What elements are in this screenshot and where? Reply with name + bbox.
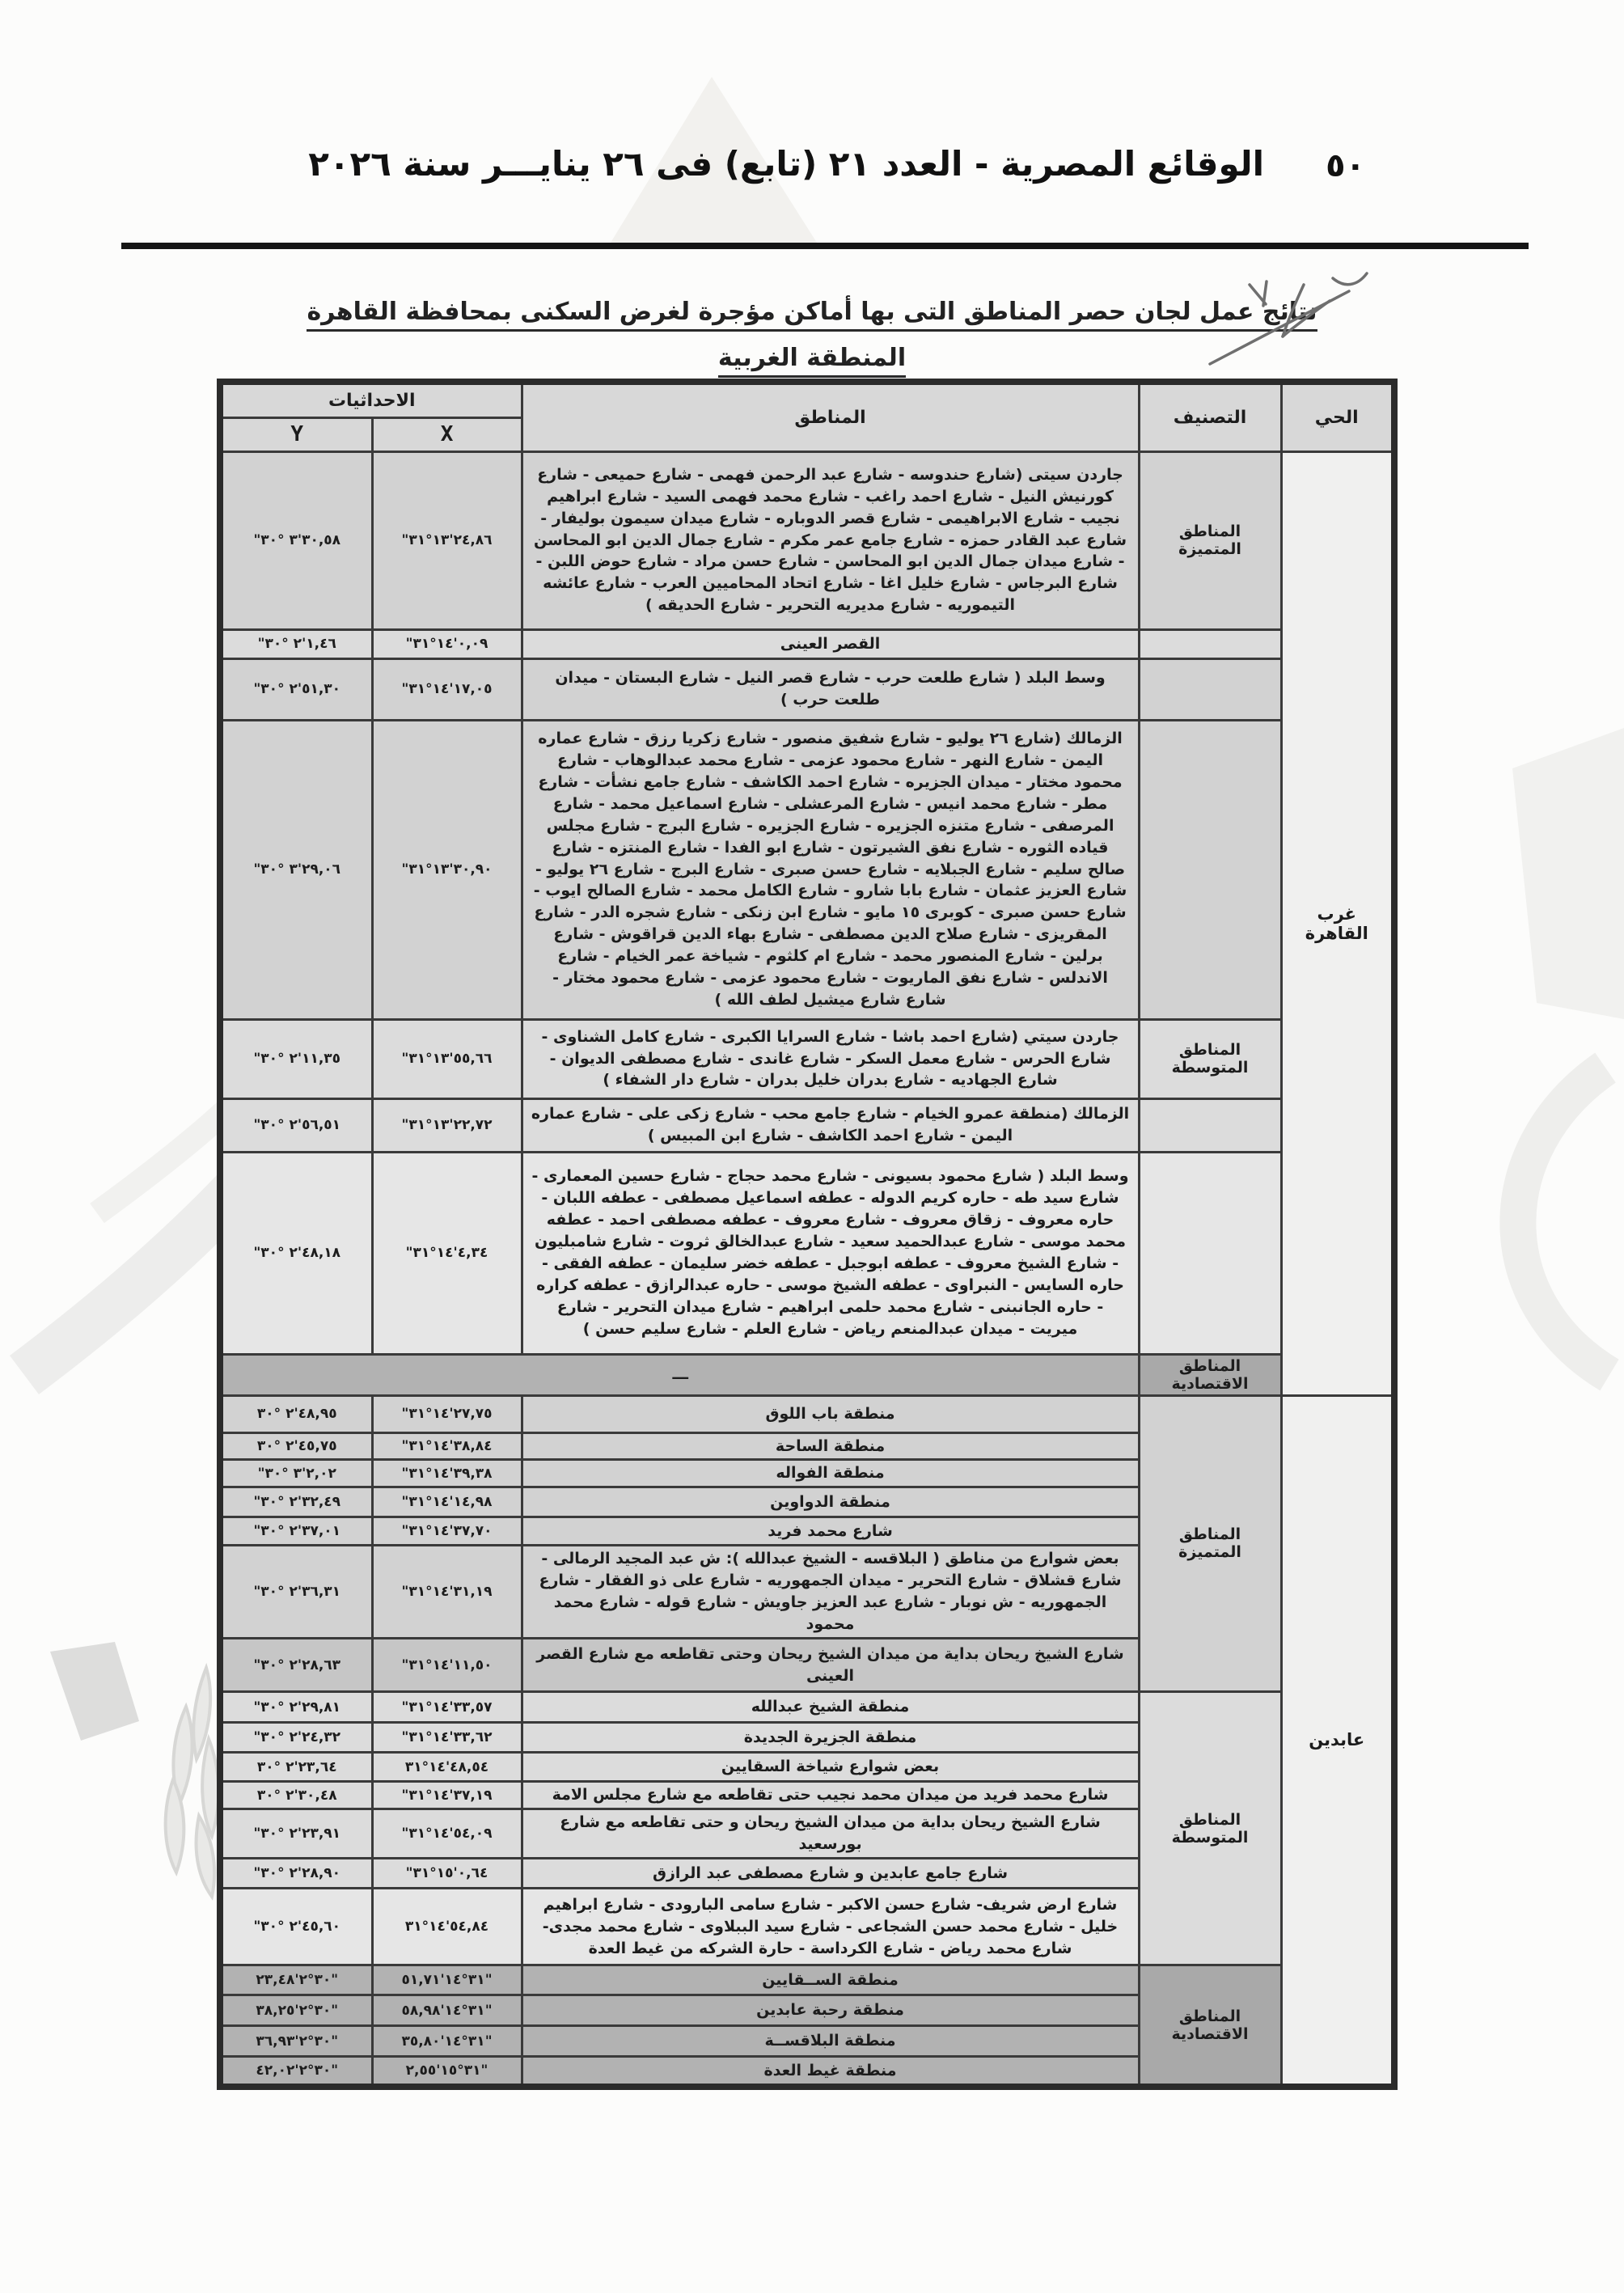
- x-coordinate-cell: "٥٥,٦٦'١٣°٣١: [372, 1019, 522, 1098]
- table-header: [220, 382, 1394, 451]
- y-coordinate-cell: ٣٠,٤٨'٢ °٣٠: [220, 1782, 372, 1809]
- y-coordinate-cell: ٣٠°٢'٢٣,٤٨": [220, 1965, 372, 1995]
- table-row: [220, 1019, 1394, 1098]
- x-coordinate-cell: ٣١°١٤'٣٥,٨٠": [372, 2026, 522, 2057]
- y-coordinate-cell: ٢٣,٦٤'٢ °٣٠: [220, 1753, 372, 1782]
- classification-cell: [1139, 1098, 1281, 1152]
- x-coordinate-cell: "٣٧,١٩'١٤°٣١: [372, 1782, 522, 1809]
- area-cell: بعض شوارع شياخة السقايين: [522, 1753, 1139, 1782]
- table-row: [220, 720, 1394, 1019]
- area-cell: جاردن سيتي (شارع احمد باشا - شارع السرايا الكبرى - شارع كامل الشناوى - شارع الحرس - شارع معمل السكر - شارع غاندى - شارع مصطفى الديوان - شارع الجهاديه - شارع بدران خليل بدران - شارع دار الشفاء ): [522, 1019, 1139, 1098]
- document-title: نتائج عمل لجان حصر المناطق التى بها أماكن مؤجرة لغرض السكنى بمحافظة القاهرة: [0, 298, 1624, 326]
- area-cell: شارع جامع عابدين و شارع مصطفى عبد الرازق: [522, 1859, 1139, 1889]
- area-cell: الزمالك (شارع ٢٦ يوليو - شارع شفيق منصور - شارع زكريا رزق - شارع عماره اليمن - شارع النهر - شارع محمود عزمى - شارع محمد عبدالوهاب - شارع محمود مختار - ميدان الجزيره - شارع احمد الكاشف - شارع جامع نشأت - شارع مطر - شارع محمد انيس - شارع المرعشلى - شارع اسماعيل محمد - شارع المرصفى - شارع متنزه الجزيره - شارع الجزيره - شارع البرج - شارع مجلس قياده الثوره - شارع نفق الشيرتون - شارع ابو الفدا - شارع المنتزه - شارع صالح سليم - شارع الجبلايه - شارع حسن صبرى - شارع البرج - شارع ٢٦ يوليو - شارع العزيز عثمان - شارع بابا شارو - شارع الكامل محمد - شارع الصالح ايوب - شارع حسن صبرى - كوبرى ١٥ مايو - شارع ابن زنكى - شارع شجره الدر - شارع المقريزى - شارع صلاح الدين مصطفى - شارع بهاء الدين قراقوش - شارع برلين - شارع المنصور محمد - شارع ام كلثوم - شياخة عمر الخيام - شارع الاندلس - شارع نفق الماريوت - شارع محمود عزمى - شارع محمود مختار - شارع شارع ميشيل لطف الله ): [522, 720, 1139, 1019]
- x-coordinate-cell: ٣١°١٤'٥٨,٩٨": [372, 1995, 522, 2026]
- x-coordinate-cell: "٣٣,٦٢'١٤°٣١: [372, 1723, 522, 1753]
- x-coordinate-cell: ٤٨,٥٤'١٤°٣١: [372, 1753, 522, 1782]
- table-row: [220, 1152, 1394, 1354]
- area-cell: شارع الشيخ ريحان بداية من ميدان الشيخ ريحان وحتى تقاطعه مع شارع القصر العينى: [522, 1639, 1139, 1692]
- classification-cell: [1139, 658, 1281, 720]
- x-coordinate-cell: "٤,٣٤'١٤°٣١: [372, 1152, 522, 1354]
- header-classification: التصنيف: [1139, 382, 1281, 451]
- y-coordinate-cell: "٢٤,٣٢'٢ °٣٠: [220, 1723, 372, 1753]
- classification-cell: المناطق المتوسطة: [1139, 1019, 1281, 1098]
- table-row: [220, 658, 1394, 720]
- x-coordinate-cell: "٣٨,٨٤'١٤°٣١: [372, 1432, 522, 1460]
- area-cell: شارع الشيخ ريحان بداية من ميدان الشيخ ريحان و حتى تقاطعه مع شارع بورسعيد: [522, 1809, 1139, 1859]
- y-coordinate-cell: "٥١,٣٠'٢ °٣٠: [220, 658, 372, 720]
- y-coordinate-cell: "٢٣,٩١'٢ °٣٠: [220, 1809, 372, 1859]
- table-row: [220, 1395, 1394, 1432]
- x-coordinate-cell: "٣٣,٥٧'١٤°٣١: [372, 1692, 522, 1723]
- x-coordinate-cell: "٣١,١٩'١٤°٣١: [372, 1546, 522, 1639]
- y-coordinate-cell: ٣٠°٢'٣٦,٩٣": [220, 2026, 372, 2057]
- x-coordinate-cell: "١١,٥٠'١٤°٣١: [372, 1639, 522, 1692]
- y-coordinate-cell: "٥٦,٥١'٢ °٣٠: [220, 1098, 372, 1152]
- table-row: [220, 1965, 1394, 1995]
- y-coordinate-cell: "٤٥,٦٠'٢ °٣٠: [220, 1889, 372, 1965]
- y-coordinate-cell: "٣٠,٥٨'٣ °٣٠: [220, 451, 372, 629]
- y-coordinate-cell: "٢٨,٩٠'٢ °٣٠: [220, 1859, 372, 1889]
- y-coordinate-cell: ٤٥,٧٥'٢ °٣٠: [220, 1432, 372, 1460]
- y-coordinate-cell: ٣٠°٢'٣٨,٢٥": [220, 1995, 372, 2026]
- x-coordinate-cell: "٢٧,٧٥'١٤°٣١: [372, 1395, 522, 1432]
- x-coordinate-cell: "٢٤,٨٦'١٣°٣١: [372, 451, 522, 629]
- classification-cell: المناطق المتميزة: [1139, 1395, 1281, 1692]
- y-coordinate-cell: "٢,٠٢'٣ °٣٠: [220, 1460, 372, 1487]
- area-cell: منطقة غيط العدة: [522, 2057, 1139, 2087]
- area-cell: منطقة الفواله: [522, 1460, 1139, 1487]
- table-row: [220, 1098, 1394, 1152]
- area-cell: منطقة الشيخ عبدالله: [522, 1692, 1139, 1723]
- area-cell: وسط البلد ( شارع طلعت حرب - شارع قصر النيل - شارع البستان - ميدان طلعت حرب ): [522, 658, 1139, 720]
- x-coordinate-cell: ٣١°١٤'٥١,٧١": [372, 1965, 522, 1995]
- x-coordinate-cell: "١٤,٩٨'١٤°٣١: [372, 1487, 522, 1517]
- district-cell: غرب القاهرة: [1281, 451, 1394, 1395]
- y-coordinate-cell: "٣٦,٣١'٢ °٣٠: [220, 1546, 372, 1639]
- classification-cell: المناطق الاقتصادية: [1139, 1354, 1281, 1395]
- x-coordinate-cell: "١٧,٠٥'١٤°٣١: [372, 658, 522, 720]
- area-cell: منطقة باب اللوق: [522, 1395, 1139, 1432]
- y-coordinate-cell: "٣٢,٤٩'٢ °٣٠: [220, 1487, 372, 1517]
- x-coordinate-cell: "٣٠,٩٠'١٣°٣١: [372, 720, 522, 1019]
- classification-cell: المناطق المتميزة: [1139, 451, 1281, 629]
- y-coordinate-cell: ٣٠°٢'٤٢,٠٢": [220, 2057, 372, 2087]
- classification-cell: [1139, 629, 1281, 658]
- y-coordinate-cell: "٢٩,٨١'٢ °٣٠: [220, 1692, 372, 1723]
- y-coordinate-cell: "٢٩,٠٦'٣ °٣٠: [220, 720, 372, 1019]
- area-cell: بعض شوارع من مناطق ( البلاقسه - الشيخ عبدالله ): ش عبد المجيد الرمالى - شارع قشلاق - شارع التحرير - ميدان الجمهوريه - شارع على ذو الفقار - شارع الجمهوريه - ش نوبار - شارع عبد العزيز جاويش - شارع قوله - شارع محمد محمود: [522, 1546, 1139, 1639]
- table-row: [220, 1692, 1394, 1723]
- y-coordinate-cell: "٣٧,٠١'٢ °٣٠: [220, 1517, 372, 1546]
- area-cell: الزمالك (منطقة عمرو الخيام - شارع جامع محب - شارع زكى على - شارع عماره اليمن - شارع احمد الكاشف - شارع ابن المبيس ): [522, 1098, 1139, 1152]
- x-coordinate-cell: ٥٤,٨٤'١٤°٣١: [372, 1889, 522, 1965]
- classification-cell: المناطق المتوسطة: [1139, 1692, 1281, 1965]
- header-district: الحي: [1281, 382, 1394, 451]
- table-row: [220, 629, 1394, 658]
- x-coordinate-cell: ٣١°١٥'٢,٥٥": [372, 2057, 522, 2087]
- area-cell: منطقة رحبة عابدين: [522, 1995, 1139, 2026]
- masthead-title: الوقائع المصرية - العدد ٢١ (تابع) فى ٢٦ ينايـــر سنة ٢٠٢٦: [308, 144, 1264, 184]
- y-coordinate-cell: "١,٤٦'٢ °٣٠: [220, 629, 372, 658]
- area-cell: القصر العينى: [522, 629, 1139, 658]
- y-coordinate-cell: "٤٨,١٨'٢ °٣٠: [220, 1152, 372, 1354]
- x-coordinate-cell: "٣٧,٧٠'١٤°٣١: [372, 1517, 522, 1546]
- header-coordinates: الاحداثيات: [220, 382, 522, 417]
- area-cell: ـــ: [220, 1354, 1139, 1395]
- area-cell: منطقة الدواوين: [522, 1487, 1139, 1517]
- area-cell: منطقة الساحة: [522, 1432, 1139, 1460]
- classification-cell: [1139, 720, 1281, 1019]
- area-cell: منطقة البلاقســة: [522, 2026, 1139, 2057]
- header-areas: المناطق: [522, 382, 1139, 451]
- x-coordinate-cell: "٢٢,٧٢'١٣°٣١: [372, 1098, 522, 1152]
- table-body: [220, 451, 1394, 2087]
- y-coordinate-cell: "٢٨,٦٣'٢ °٣٠: [220, 1639, 372, 1692]
- x-coordinate-cell: "٣٩,٣٨'١٤°٣١: [372, 1460, 522, 1487]
- area-cell: شارع محمد فريد من ميدان محمد نجيب حتى تقاطعه مع شارع مجلس الامة: [522, 1782, 1139, 1809]
- area-cell: جاردن سيتى (شارع حندوسه - شارع عبد الرحمن فهمى - شارع حميعى - شارع كورنيش النيل - شارع احمد راغب - شارع محمد فهمى السيد - شارع ابراهيم نجيب - شارع الابراهيمى - شارع قصر الدوباره - شارع ميدان سيمون بوليفار - شارع عبد القادر حمزه - شارع جامع عمر مكرم - شارع جمال الدين ابو المحاسن - شارع ميدان جمال الدين ابو المحاسن - شارع حسن مراد - شارع حوض اللبن - شارع البرجاس - شارع خليل اغا - شارع اتحاد المحاميين العرب - شارع عائشه التيموريه - شارع مديريه التحرير - شارع الحديقه ): [522, 451, 1139, 629]
- x-coordinate-cell: "٠,٦٤'١٥°٣١: [372, 1859, 522, 1889]
- x-coordinate-cell: "٠,٠٩'١٤°٣١: [372, 629, 522, 658]
- area-cell: منطقة الجزيرة الجديدة: [522, 1723, 1139, 1753]
- table-row: [220, 451, 1394, 629]
- header-x: X: [372, 417, 522, 451]
- area-cell: شارع ارض شريف- شارع حسن الاكبر - شارع سامى البارودى - شارع ابراهيم خليل - شارع محمد حسن الشجاعى - شارع سيد الببلاوى - شارع محمد مجدى- شارع محمد رياض - شارع الكرداسة - حارة الشركه من غيط العدة: [522, 1889, 1139, 1965]
- area-cell: شارع محمد فريد: [522, 1517, 1139, 1546]
- table-row: [220, 1354, 1394, 1395]
- district-cell: عابدين: [1281, 1395, 1394, 2087]
- classification-cell: المناطق الاقتصادية: [1139, 1965, 1281, 2087]
- header-y: Y: [220, 417, 372, 451]
- area-cell: وسط البلد ( شارع محمود بسيونى - شارع محمد حجاج - شارع حسين المعمارى - شارع سيد طه - حاره كريم الدوله - عطفه اسماعيل مصطفى - عطفه اللبان - حاره معروف - زقاق معروف - شارع معروف - عطفه مصطفى احمد - عطفه محمد موسى - شارع عبدالحميد سعيد - شارع عبدالخالق ثروت - شارع شامبليون - شارع الشيخ معروف - عطفه ابوجبل - عطفه خضر سليمان - عطفه الفقى - حاره السايس - النبراوى - عطفه الشيخ موسى - حاره عبدالرازق - عطفه كراره - حاره الجانبنى - شارع محمد حلمى ابراهيم - شارع ميدان التحرير - شارع ميريت - ميدان عبدالمنعم رياض - شارع العلم - شارع سليم حسن ): [522, 1152, 1139, 1354]
- areas-table: [217, 379, 1398, 2090]
- y-coordinate-cell: "١١,٣٥'٢ °٣٠: [220, 1019, 372, 1098]
- x-coordinate-cell: "٥٤,٠٩'١٤°٣١: [372, 1809, 522, 1859]
- page-number: ٥٠: [1326, 147, 1365, 184]
- header-rule: [121, 243, 1529, 249]
- classification-cell: [1139, 1152, 1281, 1354]
- y-coordinate-cell: ٤٨,٩٥'٢ °٣٠: [220, 1395, 372, 1432]
- document-subtitle: المنطقة الغربية: [0, 344, 1624, 372]
- area-cell: منطقة الســقايين: [522, 1965, 1139, 1995]
